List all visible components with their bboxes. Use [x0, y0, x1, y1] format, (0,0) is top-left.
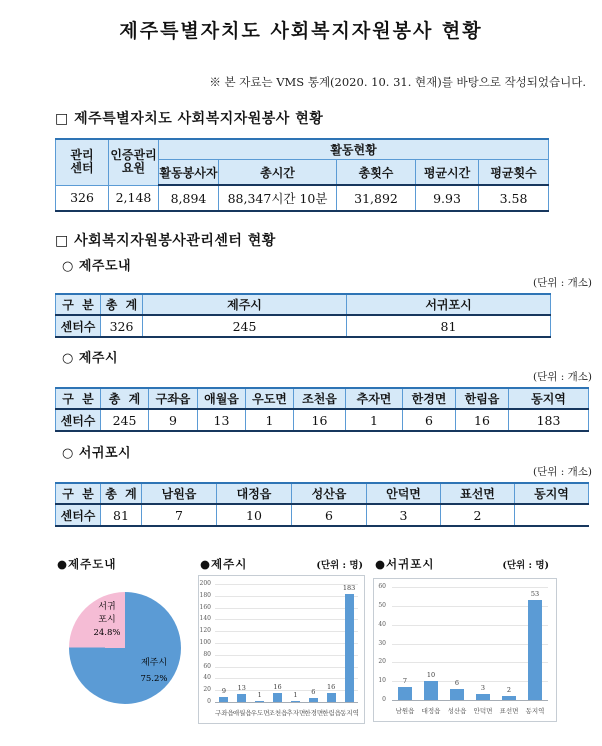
- bar-남원읍: [398, 687, 412, 700]
- pie-label-line: 제주시: [140, 658, 168, 668]
- header-line: 센터: [70, 161, 94, 176]
- table-header-row: [56, 483, 589, 504]
- bar-chart-title: ●서귀포시: [375, 557, 435, 571]
- bar-value-label: 3: [480, 684, 486, 692]
- x-category-label: 한경면: [304, 709, 324, 717]
- gridline: [392, 606, 548, 607]
- value-total-count: 31,892: [337, 185, 416, 211]
- cell-value: 10: [217, 504, 292, 526]
- x-axis-labels: [215, 709, 358, 718]
- pie-label-line: 포시: [98, 615, 116, 625]
- y-tick-label: 10: [378, 677, 386, 685]
- bar-chart-jeju-city: [198, 552, 365, 744]
- y-tick-label: 60: [378, 583, 386, 590]
- bar-value-label: 1: [257, 691, 262, 699]
- y-tick-label: 80: [203, 650, 211, 658]
- bar-한림읍: [327, 693, 336, 702]
- table-data-row: [56, 315, 551, 337]
- plot-area: [392, 587, 548, 700]
- y-tick-label: 120: [199, 627, 211, 635]
- bar-value-label: 183: [342, 584, 356, 592]
- cell-value: 16: [456, 409, 509, 431]
- bar-value-label: 2: [506, 686, 512, 694]
- y-tick-label: 160: [199, 603, 211, 611]
- seogwipo-table: [55, 482, 589, 527]
- bar-value-label: 16: [327, 683, 336, 691]
- bar-value-label: 10: [426, 671, 436, 679]
- bar-chart-unit: (단위 : 명): [316, 560, 363, 571]
- value-avg-count: 3.58: [479, 185, 549, 211]
- y-tick-label: 40: [203, 674, 211, 682]
- jeju-island-table: [55, 293, 551, 338]
- cell-value: 1: [346, 409, 403, 431]
- header-avg-hours: 평균시간: [416, 160, 479, 186]
- table-header-row: [56, 388, 589, 409]
- x-category-label: 애월읍: [232, 709, 252, 717]
- x-category-label: 구좌읍: [215, 709, 234, 717]
- bar-value-label: 1: [293, 691, 298, 699]
- summary-data-row: [56, 185, 549, 211]
- bar-구좌읍: [219, 697, 228, 702]
- cell-value: 1: [246, 409, 294, 431]
- bar-value-label: 7: [402, 677, 408, 685]
- gridline: [215, 608, 358, 609]
- jeju-city-table: [55, 387, 589, 432]
- row-header-center-count: 센터수: [56, 315, 101, 337]
- summary-header-row-1: [56, 139, 549, 160]
- header-udo: 우도면: [246, 388, 294, 409]
- header-dong-area: 동지역: [509, 388, 589, 409]
- header-jocheon: 조천읍: [294, 388, 346, 409]
- y-tick-label: 20: [378, 658, 386, 666]
- subsection-jeju-city-heading: ○ 제주시: [62, 351, 119, 366]
- pie-label-jeju-city: [125, 655, 183, 687]
- gridline: [215, 678, 358, 679]
- bar-value-label: 6: [454, 679, 460, 687]
- y-axis-labels: [199, 580, 213, 705]
- x-category-label: 표선면: [499, 707, 519, 715]
- y-tick-label: 0: [382, 696, 386, 703]
- gridline: [215, 702, 358, 703]
- header-line: 인증관리: [110, 148, 157, 163]
- pie-chart-title: ●제주도내: [57, 557, 117, 571]
- gridline: [392, 625, 548, 626]
- subsection-seogwipo-heading: ○ 서귀포시: [62, 446, 132, 461]
- header-total-count: 총횟수: [337, 160, 416, 186]
- header-category: 구 분: [56, 294, 101, 315]
- bar-value-label: 13: [237, 684, 246, 692]
- header-daejeong: 대정읍: [217, 483, 292, 504]
- gridline: [392, 644, 548, 645]
- cell-value: 13: [198, 409, 246, 431]
- header-avg-count: 평균횟수: [479, 160, 549, 186]
- unit-label: (단위 : 개소): [533, 371, 592, 383]
- value-total-hours: 88,347시간 10분: [219, 185, 337, 211]
- unit-label: (단위 : 개소): [533, 466, 592, 478]
- x-category-label: 동지역: [340, 709, 359, 717]
- cell-value: 7: [142, 504, 217, 526]
- gridline: [215, 619, 358, 620]
- y-tick-label: 180: [199, 591, 211, 599]
- bar-한경면: [309, 698, 318, 702]
- y-tick-label: 40: [378, 620, 386, 628]
- gridline: [392, 700, 548, 701]
- y-tick-label: 200: [199, 580, 211, 587]
- value-total: 326: [101, 315, 143, 337]
- plot-frame: [198, 575, 365, 724]
- cell-value: 16: [294, 409, 346, 431]
- plot-area: [215, 584, 358, 702]
- value-centers: 326: [56, 185, 109, 211]
- header-category: 구 분: [56, 388, 101, 409]
- header-certified-staff: [109, 139, 159, 185]
- page-title: 제주특별자치도 사회복지자원봉사 현황: [119, 20, 483, 42]
- bar-동지역: [345, 594, 354, 702]
- header-aewol: 애월읍: [198, 388, 246, 409]
- header-line: 요원: [121, 161, 146, 176]
- x-category-label: 대정읍: [421, 707, 441, 715]
- y-tick-label: 140: [199, 615, 211, 623]
- plot-frame: [373, 578, 557, 722]
- table-data-row: [56, 409, 589, 431]
- y-tick-label: 0: [207, 698, 211, 705]
- bar-조천읍: [273, 693, 282, 702]
- header-activity-status-group: 활동현황: [159, 139, 549, 160]
- bar-우도면: [255, 701, 264, 702]
- section1-heading: □ 제주특별자치도 사회복지자원봉사 현황: [55, 111, 324, 127]
- header-total: 총 계: [101, 294, 143, 315]
- x-category-label: 조천읍: [268, 709, 288, 717]
- source-note: ※ 본 자료는 VMS 통계(2020. 10. 31. 현재)를 바탕으로 작성되었습니다.: [209, 75, 586, 89]
- bar-value-label: 6: [311, 688, 316, 696]
- header-dong-area: 동지역: [515, 483, 589, 504]
- y-tick-label: 100: [199, 639, 211, 646]
- bar-추자면: [291, 701, 300, 702]
- gridline: [215, 631, 358, 632]
- cell-value: 6: [403, 409, 456, 431]
- bar-대정읍: [424, 681, 438, 700]
- header-management-center: [56, 139, 109, 185]
- value-volunteers: 8,894: [159, 185, 219, 211]
- header-category: 구 분: [56, 483, 101, 504]
- bar-애월읍: [237, 694, 246, 702]
- bar-value-label: 9: [221, 687, 226, 695]
- header-gujwa: 구좌읍: [149, 388, 198, 409]
- x-category-label: 추자면: [286, 709, 306, 717]
- bar-표선면: [502, 696, 516, 700]
- unit-label: (단위 : 개소): [533, 277, 592, 289]
- x-category-label: 한림읍: [322, 709, 342, 717]
- cell-value: 245: [101, 409, 149, 431]
- x-category-label: 동지역: [525, 707, 545, 715]
- x-category-label: 우도면: [250, 709, 270, 717]
- header-seogwipo-city: 서귀포시: [347, 294, 551, 315]
- value-jeju-city: 245: [143, 315, 347, 337]
- row-header-center-count: 센터수: [56, 409, 101, 431]
- bar-성산읍: [450, 689, 464, 700]
- cell-value: 81: [101, 504, 142, 526]
- bar-chart-title: ●제주시: [200, 557, 248, 571]
- value-avg-hours: 9.93: [416, 185, 479, 211]
- value-staff: 2,148: [109, 185, 159, 211]
- gridline: [215, 643, 358, 644]
- row-header-center-count: 센터수: [56, 504, 101, 526]
- x-axis-labels: [392, 707, 548, 716]
- header-total: 총 계: [101, 388, 149, 409]
- gridline: [392, 662, 548, 663]
- gridline: [215, 596, 358, 597]
- bar-chart-unit: (단위 : 명): [502, 560, 549, 571]
- y-tick-label: 30: [378, 639, 386, 647]
- cell-value: 2: [441, 504, 515, 526]
- pie-label-pct: 24.8%: [93, 628, 121, 638]
- header-active-volunteers: 활동봉사자: [159, 160, 219, 186]
- gridline: [392, 587, 548, 588]
- header-chuja: 추자면: [346, 388, 403, 409]
- gridline: [215, 655, 358, 656]
- header-hangyeong: 한경면: [403, 388, 456, 409]
- pie-label-seogwipo: [80, 601, 134, 640]
- pie-chart-jeju-island: [40, 552, 200, 746]
- table-header-row: [56, 294, 551, 315]
- cell-value: 9: [149, 409, 198, 431]
- pie-label-line: 서귀: [98, 602, 116, 612]
- section2-heading: □ 사회복지자원봉사관리센터 현황: [55, 233, 276, 249]
- table-data-row: [56, 504, 589, 526]
- bar-value-label: 16: [273, 683, 282, 691]
- bar-chart-seogwipo: [373, 552, 557, 744]
- pie-label-pct: 75.2%: [140, 674, 168, 684]
- bar-value-label: 53: [530, 590, 540, 598]
- value-seogwipo-city: 81: [347, 315, 551, 337]
- bar-동지역: [528, 600, 542, 700]
- y-tick-label: 60: [203, 662, 211, 670]
- header-line: 관리: [70, 148, 94, 163]
- header-total-hours: 총시간: [219, 160, 337, 186]
- summary-table: [55, 138, 549, 212]
- header-seongsan: 성산읍: [292, 483, 367, 504]
- header-andeok: 안덕면: [367, 483, 441, 504]
- y-tick-label: 50: [378, 601, 386, 609]
- cell-value: 3: [367, 504, 441, 526]
- header-total: 총 계: [101, 483, 142, 504]
- y-axis-labels: [374, 583, 388, 703]
- x-category-label: 성산읍: [447, 707, 467, 715]
- gridline: [215, 667, 358, 668]
- header-hallim: 한림읍: [456, 388, 509, 409]
- bar-안덕면: [476, 694, 490, 700]
- cell-value: 6: [292, 504, 367, 526]
- header-namwon: 남원읍: [142, 483, 217, 504]
- y-tick-label: 20: [203, 686, 211, 694]
- header-jeju-city: 제주시: [143, 294, 347, 315]
- subsection-jeju-island-heading: ○ 제주도내: [62, 259, 132, 274]
- cell-value: 183: [509, 409, 589, 431]
- x-category-label: 안덕면: [473, 707, 493, 715]
- header-pyoseon: 표선면: [441, 483, 515, 504]
- x-category-label: 남원읍: [395, 707, 415, 715]
